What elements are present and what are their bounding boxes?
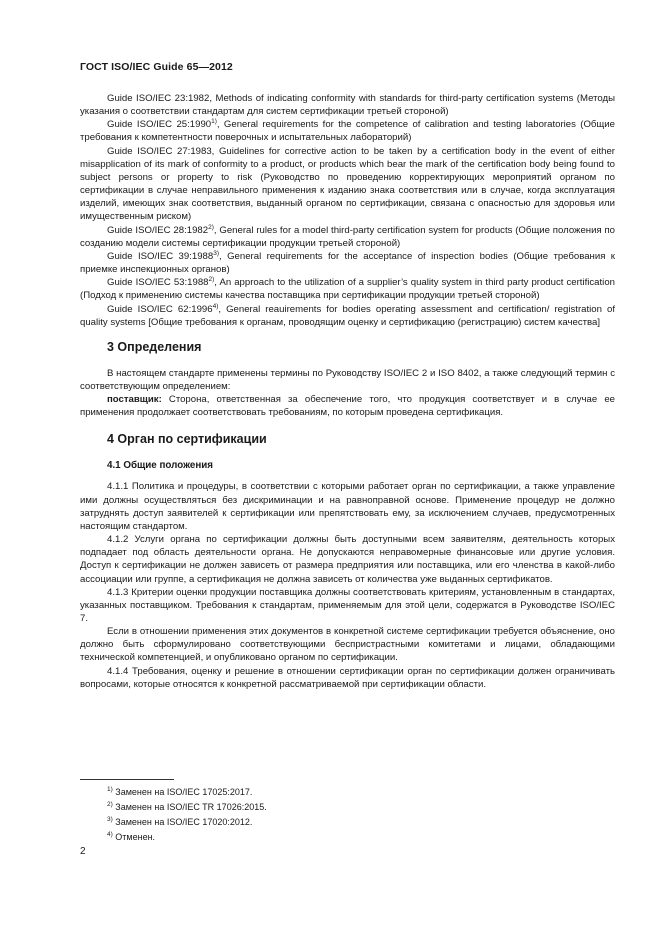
document-body <box>80 92 615 691</box>
clause-4-1-3-continued: Если в отношении применения этих документов в конкретной системе сертификации требуется объяснение, оно должно быть сформулировано соответствующими беспристрастными комитетами и лицами, обладающими технической компетенцией, и опубликовано органом по сертификации. <box>80 626 615 664</box>
footnote-2: $^{2)}$ Заменен на ISO/IEC TR 17026:2015. <box>107 801 267 812</box>
reference-7: Guide ISO/IEC 62:1996$^{4)}$, General reauirements for bodies operating assessment and certification/ registration of quality systems [Общие требования к органам, проводящим оценку и сертификацию (регистрацию) систем качества] <box>80 302 615 328</box>
section-3-heading: 3 Определения <box>107 339 202 354</box>
footnote-ref: 2) <box>208 276 215 284</box>
footnote-4: $^{4)}$ Отменен. <box>107 831 156 842</box>
reference-2: Guide ISO/IEC 25:1990$^{1)}$, General requirements for the competence of calibration and testing laboratories (Общие требования к компетентности поверочных и испытательных лабораторий) <box>80 118 615 144</box>
footnote-ref: 1) <box>211 118 217 126</box>
footnote-ref: 4) <box>212 302 219 310</box>
section-4-heading: 4 Орган по сертификации <box>107 432 267 447</box>
clause-4-1-3: 4.1.3 Критерии оценки продукции поставщика должны соответствовать критериям, установленным в стандартах, указанных поставщиком. Требования к стандартам, применяемым для этой цели, содержатся в Руководстве ISO/IEC 7. <box>80 586 615 624</box>
document-header: ГОСТ ISO/IEC Guide 65—2012 <box>80 61 233 73</box>
reference-6: Guide ISO/IEC 53:1988$^{2)}$, An approach to the utilization of a supplier’s quality system in third party product certification (Подход к применению системы качества поставщика при сертификации продукции третьей стороной) <box>80 276 615 302</box>
clause-4-1-2: 4.1.2 Услуги органа по сертификации должны быть доступными всем заявителям, деятельность которых подпадает под область деятельности органа. Не допускаются неправомерные финансовые или другие условия. Доступ к сертификации не должен зависеть от размера предприятия или поставщика, или его членства в какой-либо ассоциации или группе, а сертификация не должна зависеть от количества уже выданных сертификатов. <box>80 534 615 585</box>
definition-supplier <box>80 393 615 419</box>
section-3-intro: В настоящем стандарте применены термины по Руководству ISO/IEC 2 и ISO 8402, а также следующий термин с соответствующим определением: <box>80 367 615 392</box>
section-4-1-heading: 4.1 Общие положения <box>107 460 214 472</box>
reference-3: Guide ISO/IEC 27:1983, Guidelines for corrective action to be taken by a certification body in the event of either misapplication of its mark of conformity to a product, or products which bear the mark of the certification body being found to subject persons or property to risk (Руководство по проведению корректирующих мероприятий органом по сертификации в случае неправильного применения к изданию знака соответствия или в случае, когда эксплуатация изделий, имеющих знак соответствия, выданный органом по сертификации, связана с опасностью для здоровья или имущественным риском) <box>80 145 615 223</box>
footnote-ref: 2) <box>208 223 214 231</box>
footnotes <box>107 785 267 845</box>
term-definition: Сторона, ответственная за обеспечение того, что продукция соответствует и в случае ее применения продолжает соответствовать требованиям, по которым проведена сертификация. <box>80 394 615 419</box>
reference-4: Guide ISO/IEC 28:1982$^{2)}$, General rules for a model third-party certification system for products (Общие положения по созданию модели системы сертификации продукции третьей стороной) <box>80 223 615 249</box>
footnote-separator <box>80 779 174 780</box>
footnote-1: $^{1)}$ Заменен на ISO/IEC 17025:2017. <box>107 786 253 797</box>
page-number: 2 <box>80 846 86 857</box>
reference-5: Guide ISO/IEC 39:1988$^{3)}$, General requirements for the acceptance of inspection bodies (Общие требования к приемке инспекционных органов) <box>80 249 615 276</box>
clause-4-1-1: 4.1.1 Политика и процедуры, в соответствии с которыми работает орган по сертификации, а также управление ими должны осуществляться без дискриминации и на равноправной основе. Применение процедур не должно затруднять доступ заявителей к сертификации или препятствовать ему, за исключением случаев, предусмотренных настоящим стандартом. <box>80 481 615 532</box>
footnote-3: $^{3)}$ Заменен на ISO/IEC 17020:2012. <box>107 816 253 827</box>
footnote-ref: 3) <box>213 249 220 257</box>
term-label: поставщик: <box>107 394 162 406</box>
clause-4-1-4: 4.1.4 Требования, оценку и решение в отношении сертификации орган по сертификации должен ограничивать вопросами, которые относятся к конкретной рассматриваемой при сертификации области. <box>80 665 615 690</box>
reference-1: Guide ISO/IEC 23:1982, Methods of indicating conformity with standards for third-party certification systems (Методы указания о соответствии стандартам для систем сертификации третьей стороной) <box>80 93 615 118</box>
